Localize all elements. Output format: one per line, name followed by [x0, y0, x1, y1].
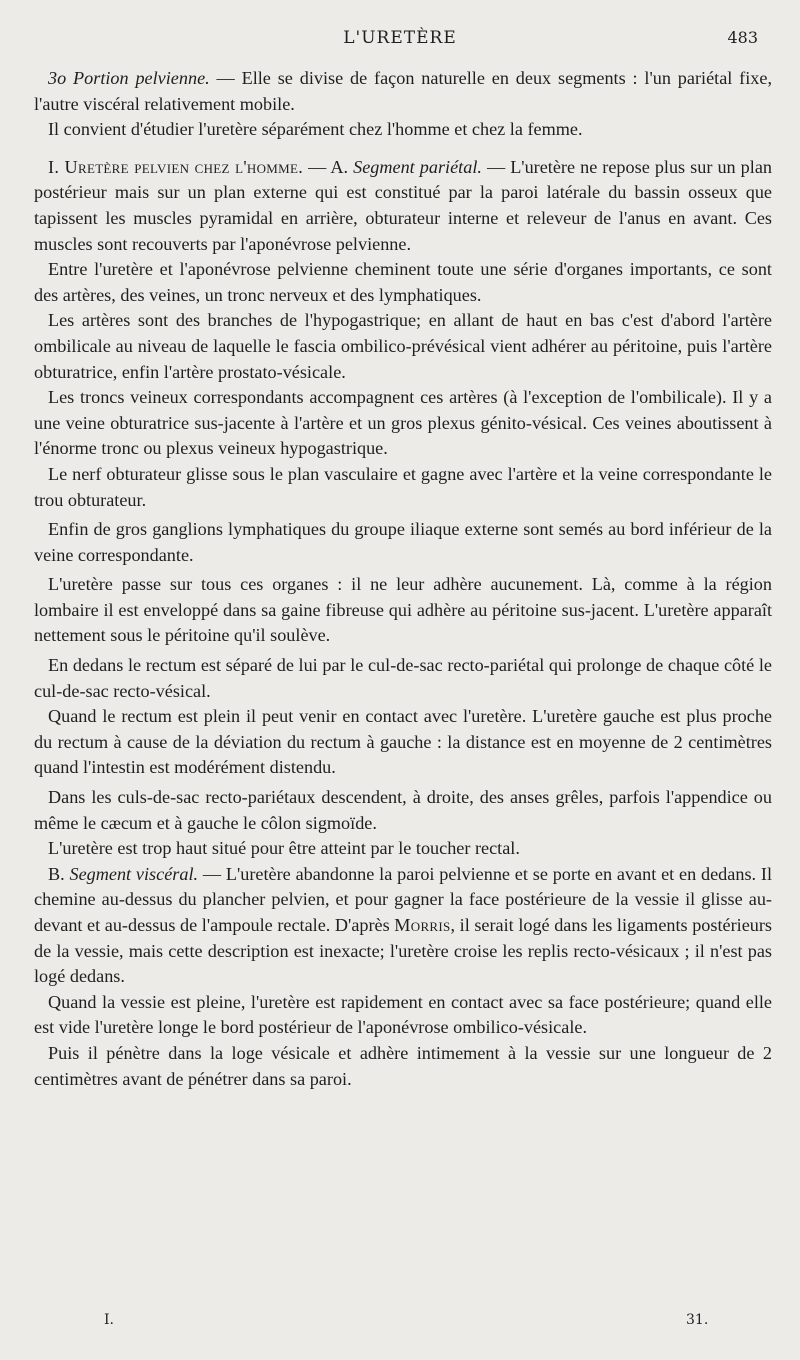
paragraph: L'uretère passe sur tous ces organes : il ne leur adhère aucunement. Là, comme à la région lombaire il est enveloppé dans sa gaine fibreuse qui adhère au péritoine sus-jacent. L'uretère apparaît nettement sous le péritoine qu'il soulève. — [34, 574, 772, 646]
paragraph-text: — L'uretère ne repose plus sur un plan postérieur mais sur un plan externe qui est constitué par la paroi latérale du bassin osseux que tapissent les muscles pyramidal en arrière, obturateur interne et releveur de l'anus en avant. Ces muscles sont recouverts par l'aponévrose pelvienne. — [34, 156, 772, 254]
paragraph — [34, 862, 772, 990]
page-number: 483 — [727, 28, 758, 47]
heading-separator: — A. — [303, 156, 354, 177]
paragraph — [34, 155, 772, 257]
printer-signature: I. — [104, 1312, 114, 1328]
paragraph: Puis il pénètre dans la loge vésicale et adhère intimement à la vessie sur une longueur de 2 centimètres avant de pénétrer dans sa paroi. — [34, 1042, 772, 1089]
subsection-heading: Segment pariétal. — [353, 156, 482, 177]
paragraph: Dans les culs-de-sac recto-pariétaux descendent, à droite, des anses grêles, parfois l'appendice ou même le cæcum et à gauche le côlon sigmoïde. — [34, 787, 772, 833]
running-title: L'URETÈRE — [343, 28, 457, 48]
page-footer — [0, 1312, 800, 1336]
subsection-lead: B. — [48, 863, 70, 884]
body-text — [34, 66, 772, 1092]
paragraph: En dedans le rectum est séparé de lui par le cul-de-sac recto-pariétal qui prolonge de chaque côté le cul-de-sac recto-vésical. — [34, 655, 772, 701]
section-heading: I. Uretère pelvien chez l'homme. — [48, 156, 304, 177]
paragraph: Enfin de gros ganglions lymphatiques du groupe iliaque externe sont semés au bord inférieur de la veine correspondante. — [34, 519, 772, 565]
paragraph: Le nerf obturateur glisse sous le plan vasculaire et gagne avec l'artère et la veine correspondante le trou obturateur. — [34, 463, 772, 510]
subsection-heading: Segment viscéral. — [69, 863, 199, 884]
paragraph-text: — L'uretère abandonne la paroi pelvienne et se porte en avant et en dedans. Il chemine au-dessus du plancher pelvien, et pour gagner la face postérieure de la vessie il glisse au-devant et au-dessus de l'ampoule rectale. D'après — [34, 863, 772, 935]
author-name: Morris — [394, 915, 451, 935]
page-header — [0, 24, 800, 54]
sheet-number: 31. — [686, 1312, 709, 1328]
paragraph: Quand le rectum est plein il peut venir en contact avec l'uretère. L'uretère gauche est plus proche du rectum à cause de la déviation du rectum à gauche : la distance est en moyenne de 2 centimètres quand l'intestin est modérément distendu. — [34, 706, 772, 778]
paragraph: Entre l'uretère et l'aponévrose pelvienne cheminent toute une série d'organes importants, ce sont des artères, des veines, un tronc nerveux et des lymphatiques. — [34, 259, 772, 305]
paragraph: Les troncs veineux correspondants accompagnent ces artères (à l'exception de l'ombilicale). Il y a une veine obturatrice sus-jacente à l'artère et un gros plexus génito-vésical. Ces veines aboutissent à l'énorme tronc ou plexus veineux hypogastrique. — [34, 387, 772, 459]
paragraph — [34, 66, 772, 117]
paragraph: Il convient d'étudier l'uretère séparément chez l'homme et chez la femme. — [48, 119, 583, 140]
paragraph-text: , il serait logé dans les ligaments postérieurs de la vessie, mais cette description est inexacte; l'uretère croise les replis recto-vésicaux ; il n'est pas logé dedans. — [34, 915, 772, 987]
paragraph-text: — Elle se divise de façon naturelle en deux segments : l'un pariétal fixe, l'autre viscéral relativement mobile. — [34, 68, 772, 114]
paragraph: Quand la vessie est pleine, l'uretère est rapidement en contact avec sa face postérieure; quand elle est vide l'uretère longe le bord postérieur de l'aponévrose ombilico-vésicale. — [34, 991, 772, 1038]
paragraph: Les artères sont des branches de l'hypogastrique; en allant de haut en bas c'est d'abord l'artère ombilicale au niveau de laquelle le fascia ombilico-prévésical vient adhérer au péritoine, puis l'artère obturatrice, enfin l'artère prostato-vésicale. — [34, 310, 772, 382]
paragraph: L'uretère est trop haut situé pour être atteint par le toucher rectal. — [48, 838, 520, 859]
section-lead: 3o Portion pelvienne. — [48, 68, 210, 88]
